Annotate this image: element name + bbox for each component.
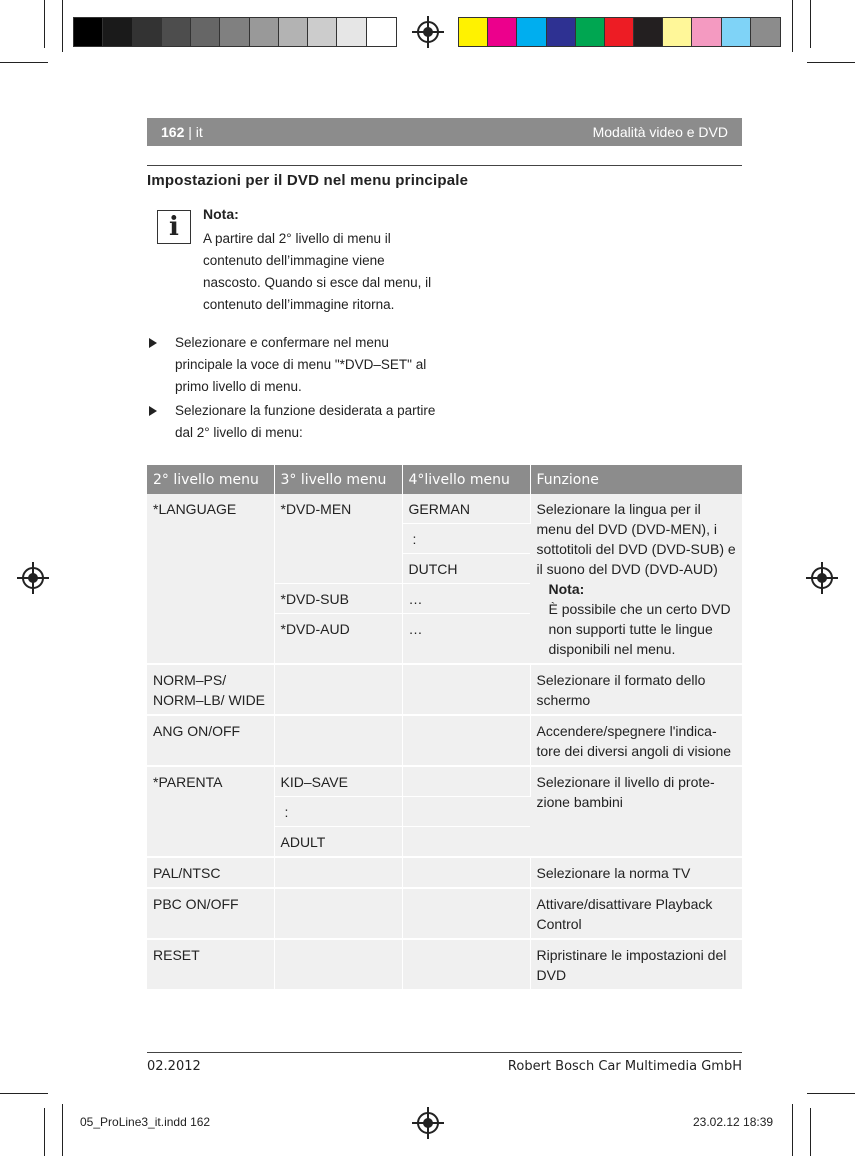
language-code: | it [184, 124, 203, 140]
crop-mark [807, 62, 855, 63]
triangle-bullet-icon [149, 406, 157, 416]
page-number: 162 [161, 124, 185, 140]
section-title: Modalità video e DVD [592, 124, 728, 140]
color-swatch [517, 18, 546, 46]
crop-mark [0, 62, 48, 63]
table-cell [402, 888, 530, 939]
table-cell: *PARENTA [147, 766, 274, 857]
table-cell: PBC ON/OFF [147, 888, 274, 939]
footer-date: 02.2012 [147, 1059, 201, 1074]
table-cell: : [402, 524, 530, 554]
color-swatch [337, 18, 366, 46]
dvd-settings-table [147, 465, 742, 990]
page-title: Impostazioni per il DVD nel menu principale [147, 172, 469, 189]
table-row [147, 766, 742, 797]
table-cell: Accendere/spegnere l'indica-tore dei diversi angoli di visione [530, 715, 742, 766]
table-cell [402, 827, 530, 858]
table-cell: ADULT [274, 827, 402, 858]
table-cell [402, 664, 530, 715]
step-text: Selezionare e confermare nel menu principale la voce di menu "*DVD–SET" al primo livello di menu. [175, 335, 427, 394]
instruction-step [147, 332, 447, 398]
color-swatch [634, 18, 663, 46]
triangle-bullet-icon [149, 338, 157, 348]
table-cell: … [402, 614, 530, 665]
header-rule [147, 165, 742, 166]
color-swatch [663, 18, 692, 46]
table-cell [402, 857, 530, 888]
color-swatch [367, 18, 396, 46]
table-cell: Ripristinare le impostazioni del DVD [530, 939, 742, 990]
color-swatch [279, 18, 308, 46]
color-swatch [576, 18, 605, 46]
color-swatch [547, 18, 576, 46]
table-row [147, 939, 742, 990]
table-cell [274, 664, 402, 715]
table-cell: GERMAN [402, 494, 530, 524]
crop-mark [0, 1093, 48, 1094]
crop-mark [810, 1108, 811, 1156]
table-cell [402, 715, 530, 766]
color-swatch [722, 18, 751, 46]
table-cell: Selezionare il formato dello schermo [530, 664, 742, 715]
crop-mark [792, 1104, 793, 1156]
color-swatch [191, 18, 220, 46]
table-cell [402, 766, 530, 797]
column-header: 3° livello menu [274, 465, 402, 494]
table-cell: PAL/NTSC [147, 857, 274, 888]
color-swatch [162, 18, 191, 46]
table-cell: *DVD-AUD [274, 614, 402, 665]
info-icon: i [157, 210, 191, 244]
table-cell: *LANGUAGE [147, 494, 274, 664]
registration-mark-icon [417, 1112, 439, 1134]
step-text: Selezionare la funzione desiderata a partire dal 2° livello di menu: [175, 403, 436, 440]
table-cell: *DVD-MEN [274, 494, 402, 584]
color-swatch [459, 18, 488, 46]
crop-mark [62, 1104, 63, 1156]
note-text: È possibile che un certo DVD non supporti tutte le lingue disponibili nel menu. [548, 601, 731, 657]
color-swatch [488, 18, 517, 46]
table-cell: Selezionare la norma TV [530, 857, 742, 888]
color-swatch [220, 18, 249, 46]
table-cell: NORM–PS/ NORM–LB/ WIDE [147, 664, 274, 715]
note-text: A partire dal 2° livello di menu il contenuto dell’immagine viene nascosto. Quando si esce dal menu, il contenuto dell’immagine ritorna. [203, 231, 432, 312]
table-cell: : [274, 797, 402, 827]
table-cell: … [402, 584, 530, 614]
table-row [147, 715, 742, 766]
table-header-row [147, 465, 742, 494]
color-swatch [308, 18, 337, 46]
table-cell: Attivare/disattivare Playback Control [530, 888, 742, 939]
table-cell: RESET [147, 939, 274, 990]
note-label: Nota: [548, 581, 585, 597]
instruction-steps [147, 332, 447, 446]
table-cell [530, 494, 742, 664]
crop-mark [807, 1093, 855, 1094]
footer-company: Robert Bosch Car Multimedia GmbH [507, 1059, 742, 1074]
table-row [147, 664, 742, 715]
page-footer [147, 1052, 742, 1074]
table-row [147, 888, 742, 939]
process-color-bar [458, 17, 781, 47]
crop-mark [44, 1108, 45, 1156]
page-header [147, 118, 742, 146]
crop-mark [810, 0, 811, 48]
crop-mark [62, 0, 63, 52]
color-swatch [751, 18, 780, 46]
table-cell: Selezionare il livello di prote-zione bambini [530, 766, 742, 857]
registration-mark-icon [417, 21, 439, 43]
color-swatch [133, 18, 162, 46]
table-cell: KID–SAVE [274, 766, 402, 797]
color-swatch [250, 18, 279, 46]
registration-mark-icon [811, 567, 833, 589]
slug-filename: 05_ProLine3_it.indd 162 [80, 1115, 211, 1129]
crop-mark [792, 0, 793, 52]
table-cell: DUTCH [402, 554, 530, 584]
table-cell [274, 888, 402, 939]
table-cell [274, 939, 402, 990]
color-swatch [692, 18, 721, 46]
table-row [147, 857, 742, 888]
slug-timestamp: 23.02.12 18:39 [693, 1115, 774, 1129]
table-cell [274, 857, 402, 888]
column-header: 2° livello menu [147, 465, 274, 494]
footer-rule [147, 1052, 742, 1053]
function-text: Selezionare la lingua per il menu del DVD (DVD-MEN), i sottotitoli del DVD (DVD-SUB) e il suono del DVD (DVD-AUD) [536, 501, 736, 577]
table-cell [402, 939, 530, 990]
column-header: Funzione [530, 465, 742, 494]
table-cell: ANG ON/OFF [147, 715, 274, 766]
note-label: Nota: [203, 206, 239, 222]
color-swatch [605, 18, 634, 46]
column-header: 4°livello menu [402, 465, 530, 494]
crop-mark [44, 0, 45, 48]
registration-mark-icon [22, 567, 44, 589]
table-cell: *DVD-SUB [274, 584, 402, 614]
instruction-step [147, 400, 447, 444]
grayscale-color-bar [73, 17, 397, 47]
table-row [147, 494, 742, 524]
table-cell [402, 797, 530, 827]
table-cell [274, 715, 402, 766]
color-swatch [103, 18, 132, 46]
color-swatch [74, 18, 103, 46]
